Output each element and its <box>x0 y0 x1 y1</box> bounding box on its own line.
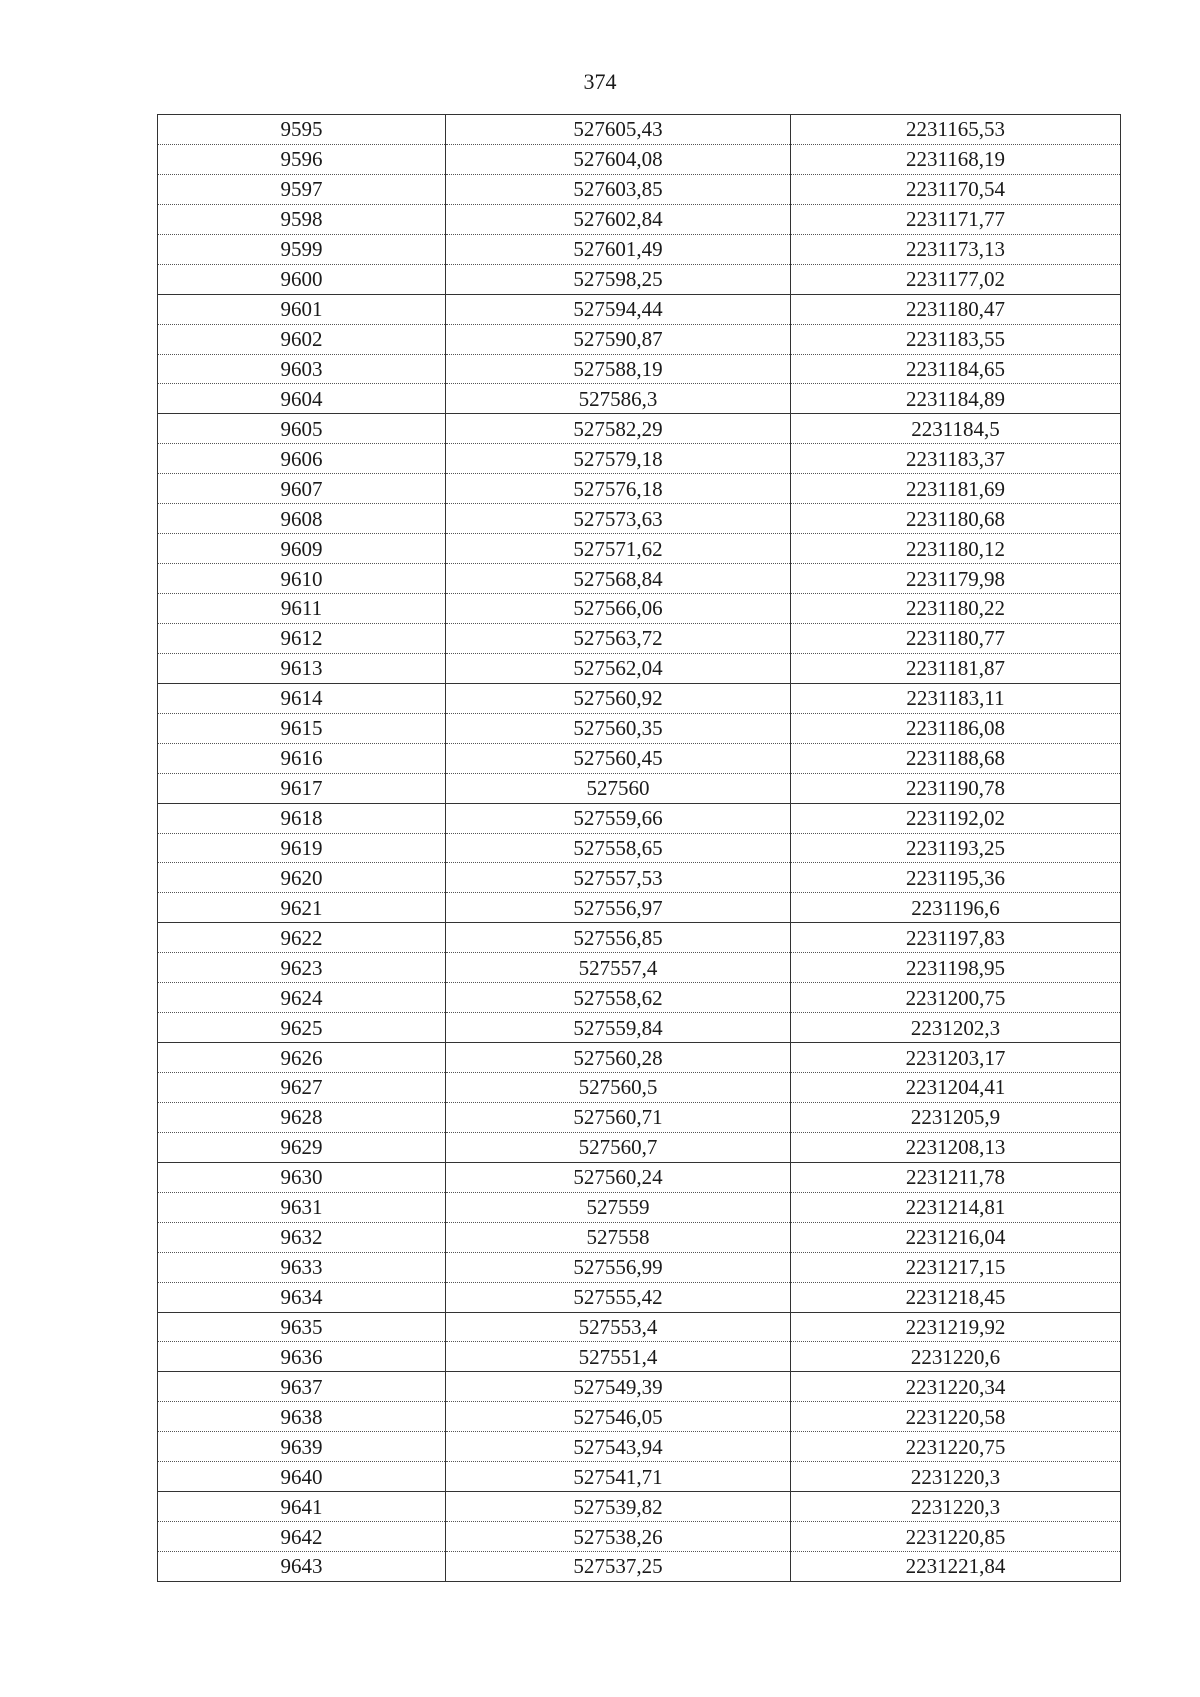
x-coordinate-cell: 527541,71 <box>446 1462 791 1492</box>
y-coordinate-cell: 2231177,02 <box>791 264 1121 294</box>
y-coordinate-cell: 2231219,92 <box>791 1312 1121 1342</box>
point-number-cell: 9614 <box>158 683 446 713</box>
point-number-cell: 9607 <box>158 474 446 504</box>
point-number-cell: 9631 <box>158 1192 446 1222</box>
y-coordinate-cell: 2231183,55 <box>791 324 1121 354</box>
point-number-cell: 9640 <box>158 1462 446 1492</box>
y-coordinate-cell: 2231197,83 <box>791 923 1121 953</box>
table-row <box>158 444 1121 474</box>
y-coordinate-cell: 2231193,25 <box>791 833 1121 863</box>
table-row <box>158 1222 1121 1252</box>
point-number-cell: 9599 <box>158 234 446 264</box>
table-row <box>158 1282 1121 1312</box>
y-coordinate-cell: 2231180,22 <box>791 594 1121 624</box>
point-number-cell: 9621 <box>158 893 446 923</box>
x-coordinate-cell: 527566,06 <box>446 594 791 624</box>
table-row <box>158 1073 1121 1103</box>
point-number-cell: 9619 <box>158 833 446 863</box>
table-row <box>158 1372 1121 1402</box>
x-coordinate-cell: 527555,42 <box>446 1282 791 1312</box>
x-coordinate-cell: 527560,71 <box>446 1102 791 1132</box>
x-coordinate-cell: 527594,44 <box>446 294 791 324</box>
table-row <box>158 115 1121 145</box>
point-number-cell: 9601 <box>158 294 446 324</box>
point-number-cell: 9637 <box>158 1372 446 1402</box>
table-row <box>158 1132 1121 1162</box>
y-coordinate-cell: 2231179,98 <box>791 564 1121 594</box>
y-coordinate-cell: 2231204,41 <box>791 1073 1121 1103</box>
y-coordinate-cell: 2231184,65 <box>791 354 1121 384</box>
table-row <box>158 773 1121 803</box>
table-row <box>158 1043 1121 1073</box>
table-row <box>158 204 1121 234</box>
x-coordinate-cell: 527553,4 <box>446 1312 791 1342</box>
table-row <box>158 144 1121 174</box>
point-number-cell: 9642 <box>158 1522 446 1552</box>
point-number-cell: 9636 <box>158 1342 446 1372</box>
y-coordinate-cell: 2231180,47 <box>791 294 1121 324</box>
x-coordinate-cell: 527543,94 <box>446 1432 791 1462</box>
table-row <box>158 743 1121 773</box>
table-row <box>158 354 1121 384</box>
table-row <box>158 414 1121 444</box>
table-row <box>158 534 1121 564</box>
x-coordinate-cell: 527579,18 <box>446 444 791 474</box>
y-coordinate-cell: 2231220,58 <box>791 1402 1121 1432</box>
x-coordinate-cell: 527602,84 <box>446 204 791 234</box>
point-number-cell: 9620 <box>158 863 446 893</box>
table-row <box>158 923 1121 953</box>
table-row <box>158 1192 1121 1222</box>
y-coordinate-cell: 2231217,15 <box>791 1252 1121 1282</box>
x-coordinate-cell: 527563,72 <box>446 623 791 653</box>
y-coordinate-cell: 2231220,3 <box>791 1462 1121 1492</box>
point-number-cell: 9625 <box>158 1013 446 1043</box>
y-coordinate-cell: 2231181,87 <box>791 653 1121 683</box>
table-row <box>158 623 1121 653</box>
x-coordinate-cell: 527546,05 <box>446 1402 791 1432</box>
point-number-cell: 9613 <box>158 653 446 683</box>
point-number-cell: 9641 <box>158 1492 446 1522</box>
table-row <box>158 1162 1121 1192</box>
point-number-cell: 9639 <box>158 1432 446 1462</box>
y-coordinate-cell: 2231195,36 <box>791 863 1121 893</box>
y-coordinate-cell: 2231168,19 <box>791 144 1121 174</box>
x-coordinate-cell: 527559 <box>446 1192 791 1222</box>
point-number-cell: 9596 <box>158 144 446 174</box>
table-row <box>158 474 1121 504</box>
y-coordinate-cell: 2231180,12 <box>791 534 1121 564</box>
coordinates-table-body <box>158 115 1121 1582</box>
y-coordinate-cell: 2231171,77 <box>791 204 1121 234</box>
point-number-cell: 9616 <box>158 743 446 773</box>
point-number-cell: 9618 <box>158 803 446 833</box>
table-row <box>158 893 1121 923</box>
point-number-cell: 9635 <box>158 1312 446 1342</box>
table-row <box>158 1013 1121 1043</box>
y-coordinate-cell: 2231220,3 <box>791 1492 1121 1522</box>
point-number-cell: 9600 <box>158 264 446 294</box>
y-coordinate-cell: 2231190,78 <box>791 773 1121 803</box>
x-coordinate-cell: 527560 <box>446 773 791 803</box>
x-coordinate-cell: 527573,63 <box>446 504 791 534</box>
table-row <box>158 1102 1121 1132</box>
x-coordinate-cell: 527558 <box>446 1222 791 1252</box>
point-number-cell: 9598 <box>158 204 446 234</box>
point-number-cell: 9633 <box>158 1252 446 1282</box>
table-row <box>158 713 1121 743</box>
x-coordinate-cell: 527538,26 <box>446 1522 791 1552</box>
y-coordinate-cell: 2231216,04 <box>791 1222 1121 1252</box>
y-coordinate-cell: 2231180,77 <box>791 623 1121 653</box>
table-row <box>158 953 1121 983</box>
x-coordinate-cell: 527560,24 <box>446 1162 791 1192</box>
x-coordinate-cell: 527559,84 <box>446 1013 791 1043</box>
table-row <box>158 1402 1121 1432</box>
x-coordinate-cell: 527557,53 <box>446 863 791 893</box>
point-number-cell: 9597 <box>158 174 446 204</box>
coordinates-table <box>157 114 1121 1582</box>
y-coordinate-cell: 2231211,78 <box>791 1162 1121 1192</box>
x-coordinate-cell: 527582,29 <box>446 414 791 444</box>
table-row <box>158 1552 1121 1582</box>
x-coordinate-cell: 527586,3 <box>446 384 791 414</box>
point-number-cell: 9609 <box>158 534 446 564</box>
point-number-cell: 9615 <box>158 713 446 743</box>
x-coordinate-cell: 527539,82 <box>446 1492 791 1522</box>
x-coordinate-cell: 527576,18 <box>446 474 791 504</box>
y-coordinate-cell: 2231192,02 <box>791 803 1121 833</box>
y-coordinate-cell: 2231220,75 <box>791 1432 1121 1462</box>
point-number-cell: 9627 <box>158 1073 446 1103</box>
y-coordinate-cell: 2231184,5 <box>791 414 1121 444</box>
point-number-cell: 9643 <box>158 1552 446 1582</box>
table-row <box>158 384 1121 414</box>
table-row <box>158 1522 1121 1552</box>
table-row <box>158 1462 1121 1492</box>
point-number-cell: 9623 <box>158 953 446 983</box>
y-coordinate-cell: 2231165,53 <box>791 115 1121 145</box>
point-number-cell: 9624 <box>158 983 446 1013</box>
x-coordinate-cell: 527590,87 <box>446 324 791 354</box>
x-coordinate-cell: 527556,97 <box>446 893 791 923</box>
table-row <box>158 1312 1121 1342</box>
table-row <box>158 324 1121 354</box>
y-coordinate-cell: 2231205,9 <box>791 1102 1121 1132</box>
y-coordinate-cell: 2231183,11 <box>791 683 1121 713</box>
x-coordinate-cell: 527560,7 <box>446 1132 791 1162</box>
table-row <box>158 983 1121 1013</box>
x-coordinate-cell: 527549,39 <box>446 1372 791 1402</box>
table-row <box>158 294 1121 324</box>
x-coordinate-cell: 527604,08 <box>446 144 791 174</box>
y-coordinate-cell: 2231208,13 <box>791 1132 1121 1162</box>
x-coordinate-cell: 527598,25 <box>446 264 791 294</box>
table-row <box>158 1252 1121 1282</box>
point-number-cell: 9638 <box>158 1402 446 1432</box>
table-row <box>158 174 1121 204</box>
page-number: 374 <box>583 69 617 94</box>
x-coordinate-cell: 527603,85 <box>446 174 791 204</box>
y-coordinate-cell: 2231186,08 <box>791 713 1121 743</box>
point-number-cell: 9606 <box>158 444 446 474</box>
y-coordinate-cell: 2231181,69 <box>791 474 1121 504</box>
y-coordinate-cell: 2231220,34 <box>791 1372 1121 1402</box>
point-number-cell: 9622 <box>158 923 446 953</box>
point-number-cell: 9634 <box>158 1282 446 1312</box>
x-coordinate-cell: 527560,35 <box>446 713 791 743</box>
y-coordinate-cell: 2231218,45 <box>791 1282 1121 1312</box>
x-coordinate-cell: 527537,25 <box>446 1552 791 1582</box>
point-number-cell: 9602 <box>158 324 446 354</box>
y-coordinate-cell: 2231170,54 <box>791 174 1121 204</box>
point-number-cell: 9612 <box>158 623 446 653</box>
table-row <box>158 564 1121 594</box>
y-coordinate-cell: 2231214,81 <box>791 1192 1121 1222</box>
point-number-cell: 9608 <box>158 504 446 534</box>
y-coordinate-cell: 2231202,3 <box>791 1013 1121 1043</box>
x-coordinate-cell: 527560,45 <box>446 743 791 773</box>
table-row <box>158 264 1121 294</box>
point-number-cell: 9630 <box>158 1162 446 1192</box>
table-row <box>158 594 1121 624</box>
point-number-cell: 9611 <box>158 594 446 624</box>
table-row <box>158 683 1121 713</box>
x-coordinate-cell: 527571,62 <box>446 534 791 564</box>
x-coordinate-cell: 527605,43 <box>446 115 791 145</box>
point-number-cell: 9610 <box>158 564 446 594</box>
point-number-cell: 9617 <box>158 773 446 803</box>
x-coordinate-cell: 527601,49 <box>446 234 791 264</box>
y-coordinate-cell: 2231221,84 <box>791 1552 1121 1582</box>
x-coordinate-cell: 527558,62 <box>446 983 791 1013</box>
y-coordinate-cell: 2231188,68 <box>791 743 1121 773</box>
table-row <box>158 1342 1121 1372</box>
table-row <box>158 234 1121 264</box>
y-coordinate-cell: 2231184,89 <box>791 384 1121 414</box>
y-coordinate-cell: 2231203,17 <box>791 1043 1121 1073</box>
point-number-cell: 9595 <box>158 115 446 145</box>
y-coordinate-cell: 2231220,85 <box>791 1522 1121 1552</box>
table-row <box>158 863 1121 893</box>
y-coordinate-cell: 2231220,6 <box>791 1342 1121 1372</box>
point-number-cell: 9605 <box>158 414 446 444</box>
point-number-cell: 9626 <box>158 1043 446 1073</box>
x-coordinate-cell: 527562,04 <box>446 653 791 683</box>
x-coordinate-cell: 527568,84 <box>446 564 791 594</box>
x-coordinate-cell: 527558,65 <box>446 833 791 863</box>
y-coordinate-cell: 2231198,95 <box>791 953 1121 983</box>
table-row <box>158 833 1121 863</box>
point-number-cell: 9629 <box>158 1132 446 1162</box>
x-coordinate-cell: 527556,85 <box>446 923 791 953</box>
x-coordinate-cell: 527557,4 <box>446 953 791 983</box>
y-coordinate-cell: 2231196,6 <box>791 893 1121 923</box>
table-row <box>158 803 1121 833</box>
x-coordinate-cell: 527556,99 <box>446 1252 791 1282</box>
point-number-cell: 9628 <box>158 1102 446 1132</box>
y-coordinate-cell: 2231180,68 <box>791 504 1121 534</box>
table-row <box>158 1432 1121 1462</box>
y-coordinate-cell: 2231183,37 <box>791 444 1121 474</box>
x-coordinate-cell: 527551,4 <box>446 1342 791 1372</box>
y-coordinate-cell: 2231173,13 <box>791 234 1121 264</box>
x-coordinate-cell: 527560,28 <box>446 1043 791 1073</box>
y-coordinate-cell: 2231200,75 <box>791 983 1121 1013</box>
x-coordinate-cell: 527560,5 <box>446 1073 791 1103</box>
x-coordinate-cell: 527560,92 <box>446 683 791 713</box>
point-number-cell: 9604 <box>158 384 446 414</box>
table-row <box>158 653 1121 683</box>
x-coordinate-cell: 527559,66 <box>446 803 791 833</box>
table-row <box>158 1492 1121 1522</box>
point-number-cell: 9632 <box>158 1222 446 1252</box>
x-coordinate-cell: 527588,19 <box>446 354 791 384</box>
table-row <box>158 504 1121 534</box>
point-number-cell: 9603 <box>158 354 446 384</box>
